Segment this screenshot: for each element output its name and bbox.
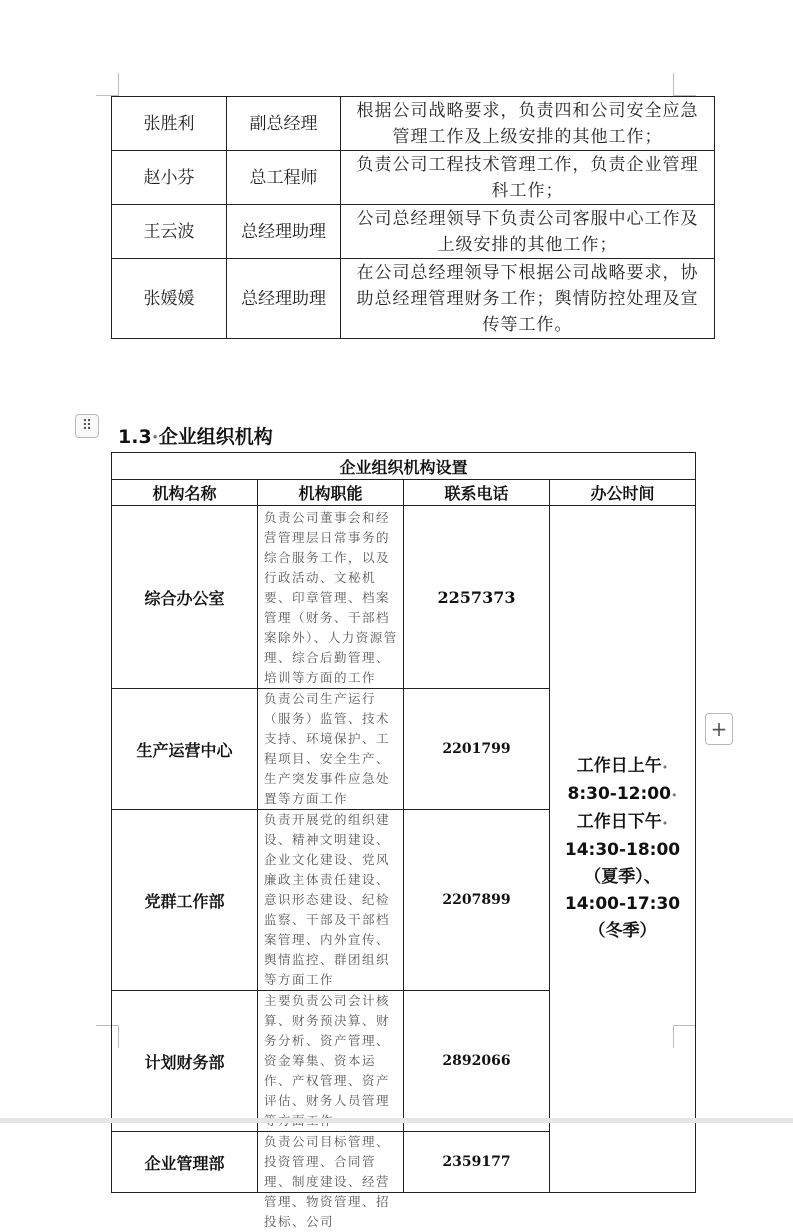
staff-title: 总工程师 bbox=[227, 151, 341, 205]
add-row-button[interactable]: + bbox=[705, 713, 733, 745]
column-header: 办公时间 bbox=[550, 480, 696, 506]
hours-line bbox=[554, 809, 691, 837]
staff-title: 副总经理 bbox=[227, 97, 341, 151]
org-phone: 2201799 bbox=[404, 689, 550, 810]
staff-duty bbox=[341, 151, 715, 205]
org-function-text: 负责公司生产运行（服务）监管、技术支持、环境保护、工程项目、安全生产、生产突发事件应急处置等方面工作 bbox=[264, 691, 391, 806]
duty-line: 助总经理管理财务工作；舆情防控处理及宣 bbox=[356, 288, 699, 309]
org-function bbox=[258, 506, 404, 689]
org-structure-table bbox=[111, 452, 696, 1229]
org-function bbox=[258, 991, 404, 1132]
crop-mark-top-left bbox=[96, 73, 119, 96]
duty-line: 管理工作及上级安排的其他工作； bbox=[392, 126, 663, 147]
staff-name: 王云波 bbox=[112, 205, 227, 259]
staff-duty bbox=[341, 205, 715, 259]
table-row bbox=[112, 259, 715, 339]
hours-line: 14:30-18:00 bbox=[564, 840, 681, 860]
table-caption-row bbox=[112, 453, 696, 480]
hours-text: 工作日下午 bbox=[576, 812, 662, 832]
table-row bbox=[112, 506, 696, 689]
org-name: 企业管理部 bbox=[112, 1132, 258, 1193]
table-row bbox=[112, 151, 715, 205]
table-caption: 企业组织机构设置 bbox=[112, 453, 696, 480]
org-function-text: 负责公司目标管理、投资管理、合同管理、制度建设、经营管理、物资管理、招投标、公司 bbox=[264, 1134, 391, 1229]
hours-text: 工作日上午 bbox=[576, 756, 662, 776]
section-heading bbox=[118, 422, 273, 449]
staff-name: 赵小芬 bbox=[112, 151, 227, 205]
drag-handle-icon[interactable]: ⠿ bbox=[75, 414, 99, 438]
org-name: 生产运营中心 bbox=[112, 689, 258, 810]
org-function bbox=[258, 689, 404, 810]
hours-line bbox=[554, 753, 691, 781]
hours-text: 8:30-12:00 bbox=[567, 784, 671, 804]
staff-duty bbox=[341, 97, 715, 151]
duty-line: 根据公司战略要求，负责四和公司安全应急 bbox=[356, 100, 699, 121]
hours-line: 14:00-17:30 bbox=[564, 894, 681, 914]
page-bottom-edge bbox=[0, 1118, 793, 1123]
org-phone: 2207899 bbox=[404, 810, 550, 991]
org-phone: 2892066 bbox=[404, 991, 550, 1132]
staff-title: 总经理助理 bbox=[227, 259, 341, 339]
org-phone: 2257373 bbox=[404, 506, 550, 689]
hours-line: （夏季）、 bbox=[584, 867, 661, 887]
staff-duty bbox=[341, 259, 715, 339]
duty-line: 传等工作。 bbox=[482, 314, 573, 335]
duty-line: 科工作； bbox=[491, 180, 564, 201]
hours-line bbox=[554, 781, 691, 809]
table-row bbox=[112, 205, 715, 259]
staff-title: 总经理助理 bbox=[227, 205, 341, 259]
column-header: 机构职能 bbox=[258, 480, 404, 506]
staff-name: 张胜利 bbox=[112, 97, 227, 151]
duty-line: 在公司总经理领导下根据公司战略要求，协 bbox=[356, 262, 699, 283]
paragraph-mark-icon: • bbox=[661, 817, 669, 830]
hours-line: （冬季） bbox=[588, 921, 657, 941]
org-function-text: 主要负责公司会计核算、财务预决算、财务分析、资产管理、资金筹集、资本运作、产权管理、资产评估、财务人员管理 bbox=[264, 993, 391, 1108]
org-phone: 2359177 bbox=[404, 1132, 550, 1193]
org-function-text: 负责开展党的组织建设、精神文明建设、企业文化建设、党风廉政主体责任建设、意识形态建设、纪检监察、干部及干部档案管理、内外宣传、舆情监控、群团组织等方面工作 bbox=[264, 812, 391, 987]
table-row bbox=[112, 97, 715, 151]
table-header-row bbox=[112, 480, 696, 506]
column-header: 机构名称 bbox=[112, 480, 258, 506]
crop-mark-top-right bbox=[673, 73, 696, 96]
duty-line: 负责公司工程技术管理工作，负责企业管理 bbox=[356, 154, 699, 175]
column-header: 联系电话 bbox=[404, 480, 550, 506]
section-title-text: 企业组织机构 bbox=[158, 426, 273, 448]
section-number: 1.3 bbox=[118, 426, 152, 448]
duty-line: 上级安排的其他工作； bbox=[437, 234, 618, 255]
org-name: 综合办公室 bbox=[112, 506, 258, 689]
staff-name: 张媛媛 bbox=[112, 259, 227, 339]
paragraph-mark-icon: • bbox=[661, 761, 669, 774]
office-hours bbox=[550, 506, 696, 1193]
paragraph-mark-icon: • bbox=[670, 789, 678, 802]
org-function bbox=[258, 810, 404, 991]
org-function-text: 负责公司董事会和经营管理层日常事务的综合服务工作，以及行政活动、文秘机要、印章管理、档案管理（财务、干部档案除外）、人力资源管理、综合后勤管理、培训等方面的工作 bbox=[264, 510, 398, 685]
paragraph-mark-icon: • bbox=[151, 430, 159, 445]
staff-table bbox=[111, 96, 715, 339]
duty-line: 公司总经理领导下负责公司客服中心工作及 bbox=[356, 208, 699, 229]
org-name: 计划财务部 bbox=[112, 991, 258, 1132]
org-function bbox=[258, 1132, 404, 1229]
org-name: 党群工作部 bbox=[112, 810, 258, 991]
